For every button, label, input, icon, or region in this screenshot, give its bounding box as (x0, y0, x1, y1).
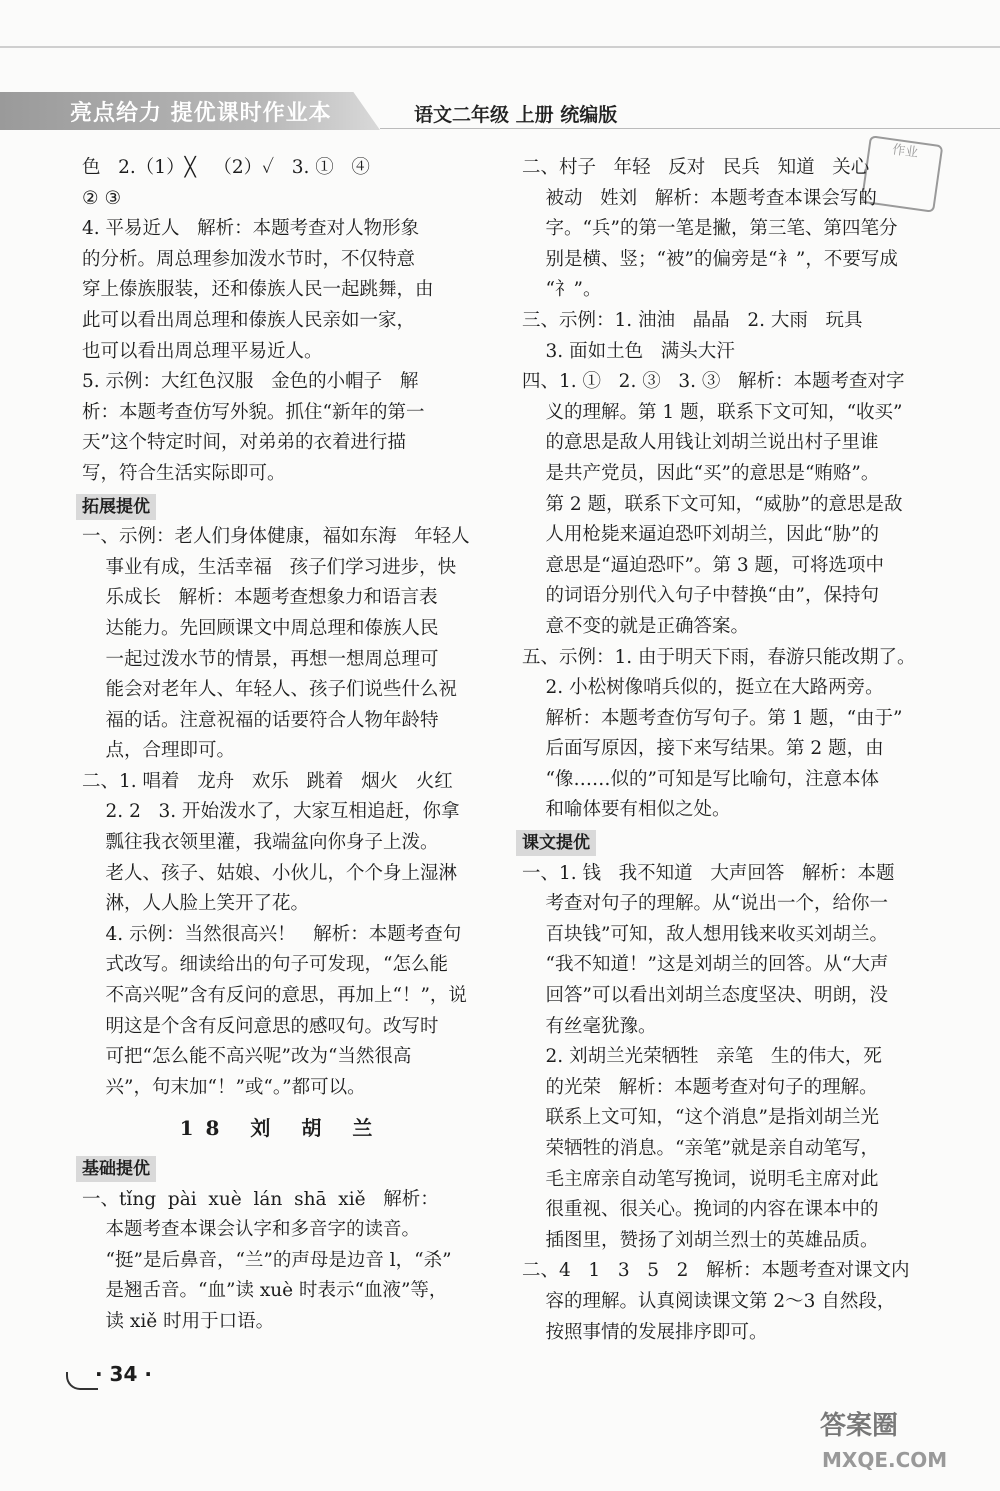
answer-line: 4. 平易近人 解析：本题考查对人物形象 (82, 218, 420, 240)
answer-line: 2. 小松树像哨兵似的，挺立在大路两旁。 (522, 677, 884, 699)
answer-line: ② ③ (82, 187, 122, 209)
answer-line: 老人、孩子、姑娘、小伙儿，个个身上湿淋 (82, 862, 458, 884)
answer-line: 义的理解。第 1 题，联系下文可知，“收买” (522, 401, 903, 423)
answer-line: 读 xiě 时用于口语。 (82, 1310, 275, 1332)
answer-line: 达能力。先回顾课文中周总理和傣族人民 (82, 617, 439, 639)
answer-line: 二、村子 年轻 反对 民兵 知道 关心 (522, 157, 870, 178)
answer-line: 插图里，赞扬了刘胡兰烈士的英雄品质。 (522, 1229, 879, 1251)
answer-line: 毛主席亲自动笔写挽词，说明毛主席对此 (522, 1168, 879, 1190)
answer-line: 明这是个含有反问意思的感叹句。改写时 (82, 1015, 439, 1037)
answer-line: 能会对老年人、年轻人、孩子们说些什么祝 (82, 679, 458, 701)
top-rule (0, 46, 1000, 48)
page-number: · 34 · (95, 1362, 152, 1386)
answer-line: 解析：本题考查仿写句子。第 1 题，“由于” (522, 707, 903, 729)
left-column (82, 153, 482, 1338)
answer-line: 一、tǐng pài xuè lán shā xiě 解析： (82, 1188, 439, 1210)
answer-line: 色 2.（1）╳ （2）✓ 3. ① ④ (82, 157, 370, 178)
answer-line: 百块钱”可知，敌人想用钱来收买刘胡兰。 (522, 923, 888, 945)
answer-line: 人用枪毙来逼迫恐吓刘胡兰，因此“胁”的 (522, 524, 879, 546)
answer-line: 三、示例：1. 油油 晶晶 2. 大雨 玩具 (522, 309, 863, 331)
answer-line: 不高兴呢”含有反问的意思，再加上“！”，说 (82, 985, 467, 1007)
answer-line: 的词语分别代入句子中替换“由”，保持句 (522, 585, 879, 607)
answer-line: 一起过泼水节的情景，再想一想周总理可 (82, 648, 439, 670)
section-heading: 拓展提优 (76, 494, 156, 520)
answer-line: “我不知道！”这是刘胡兰的回答。从“大声 (522, 954, 889, 976)
answer-line: 式改写。细读给出的句子可发现，“怎么能 (82, 954, 448, 976)
answer-line: 点，合理即可。 (82, 740, 236, 762)
answer-line: 福的话。注意祝福的话要符合人物年龄特 (82, 709, 439, 731)
answer-line: “像……似的”可知是写比喻句，注意本体 (522, 768, 879, 790)
answer-line: 是共产党员，因此“买”的意思是“贿赂”。 (522, 462, 880, 484)
answer-line: 很重视、很关心。挽词的内容在课本中的 (522, 1199, 879, 1221)
section-heading-wrap (522, 826, 922, 859)
answer-line: 此可以看出周总理和傣族人民亲如一家， (82, 309, 416, 331)
answer-line: 天”这个特定时间，对弟弟的衣着进行描 (82, 432, 406, 454)
answer-line: 四、1. ① 2. ③ 3. ③ 解析：本题考查对字 (522, 371, 905, 393)
section-heading-wrap (82, 1152, 482, 1185)
answer-line: 回答”可以看出刘胡兰态度坚决、明朗，没 (522, 985, 888, 1007)
section-heading: 基础提优 (76, 1156, 156, 1182)
answer-line: “礻”。 (522, 279, 602, 301)
book-subject: 语文二年级 上册 统编版 (414, 104, 618, 126)
answer-line: 别是横、竖；“被”的偏旁是“衤”，不要写成 (522, 248, 898, 270)
answer-line: 3. 面如土色 满头大汗 (522, 340, 735, 362)
answer-line: 后面写原因，接下来写结果。第 2 题，由 (522, 738, 884, 760)
right-column (522, 153, 922, 1348)
answer-line: 写，符合生活实际即可。 (82, 462, 286, 484)
answer-line: 4. 示例：当然很高兴！ 解析：本题考查句 (82, 923, 462, 945)
answer-line: 乐成长 解析：本题考查想象力和语言表 (82, 587, 438, 609)
chapter-title: 18 刘 胡 兰 (179, 1116, 385, 1141)
answer-line: 事业有成，生活幸福 孩子们学习进步，快 (82, 556, 457, 578)
answer-line: 穿上傣族服装，还和傣族人民一起跳舞，由 (82, 279, 434, 301)
answer-line: 二、4 1 3 5 2 解析：本题考查对课文内 (522, 1260, 910, 1282)
answer-line: 一、示例：老人们身体健康，福如东海 年轻人 (82, 526, 470, 548)
answer-line: 五、示例：1. 由于明天下雨，春游只能改期了。 (522, 646, 916, 668)
answer-line: 一、1. 钱 我不知道 大声回答 解析：本题 (522, 862, 895, 884)
answer-line: 2. 2 3. 开始泼水了，大家互相追赶，你拿 (82, 801, 460, 823)
answer-line: 可把“怎么能不高兴呢”改为“当然很高 (82, 1046, 412, 1068)
page-number-ornament (66, 1372, 98, 1390)
answer-line: 和喻体要有相似之处。 (522, 799, 731, 821)
answer-line: 二、1. 唱着 龙舟 欢乐 跳着 烟火 火红 (82, 770, 453, 792)
answer-line: 有丝毫犹豫。 (522, 1015, 657, 1037)
answer-line: 的意思是敌人用钱让刘胡兰说出村子里谁 (522, 432, 879, 454)
stamp-logo: 作业 (861, 135, 944, 213)
answer-line: 联系上文可知，“这个消息”是指刘胡兰光 (522, 1107, 879, 1129)
answer-line: 字。“兵”的第一笔是撇，第三笔、第四笔分 (522, 218, 898, 240)
section-heading: 课文提优 (516, 830, 596, 856)
header-divider (380, 128, 1000, 129)
answer-line: 意思是“逼迫恐吓”。第 3 题，可将选项中 (522, 554, 884, 576)
answer-line: 考查对句子的理解。从“说出一个，给你一 (522, 893, 888, 915)
answer-line: 淋，人人脸上笑开了花。 (82, 893, 310, 915)
answer-line: 的分析。周总理参加泼水节时，不仅特意 (82, 248, 416, 270)
book-title: 亮点给力 提优课时作业本 (70, 101, 332, 126)
answer-line: 意不变的就是正确答案。 (522, 615, 750, 637)
answer-line: 荣牺牲的消息。“亲笔”就是亲自动笔写， (522, 1138, 879, 1159)
answer-line: 瓢往我衣领里灌，我端盆向你身子上泼。 (82, 832, 439, 854)
answer-line: 2. 刘胡兰光荣牺牲 亲笔 生的伟大，死 (522, 1046, 882, 1068)
watermark-logo: 答案圈 (820, 1411, 899, 1441)
answer-line: “挺”是后鼻音，“兰”的声母是边音 l，“杀” (82, 1249, 452, 1271)
answer-line: 容的理解。认真阅读课文第 2～3 自然段， (522, 1290, 896, 1312)
answer-line: 析：本题考查仿写外貌。抓住“新年的第一 (82, 401, 425, 423)
answer-line: 兴”，句末加“！”或“。”都可以。 (82, 1076, 366, 1098)
answer-line: 的光荣 解析：本题考查对句子的理解。 (522, 1076, 878, 1098)
answer-line: 被动 姓刘 解析：本题考查本课会写的 (522, 187, 877, 209)
answer-line: 是翘舌音。“血”读 xuè 时表示“血液”等， (82, 1280, 448, 1302)
answer-line: 也可以看出周总理平易近人。 (82, 340, 323, 362)
answer-line: 第 2 题，联系下文可知，“威胁”的意思是敌 (522, 493, 903, 515)
watermark-url: MXQE.COM (822, 1448, 948, 1472)
answer-line: 按照事情的发展排序即可。 (522, 1321, 768, 1343)
answer-line: 5. 示例：大红色汉服 金色的小帽子 解 (82, 371, 419, 393)
section-heading-wrap (82, 490, 482, 523)
answer-line: 本题考查本课会认字和多音字的读音。 (82, 1219, 421, 1241)
